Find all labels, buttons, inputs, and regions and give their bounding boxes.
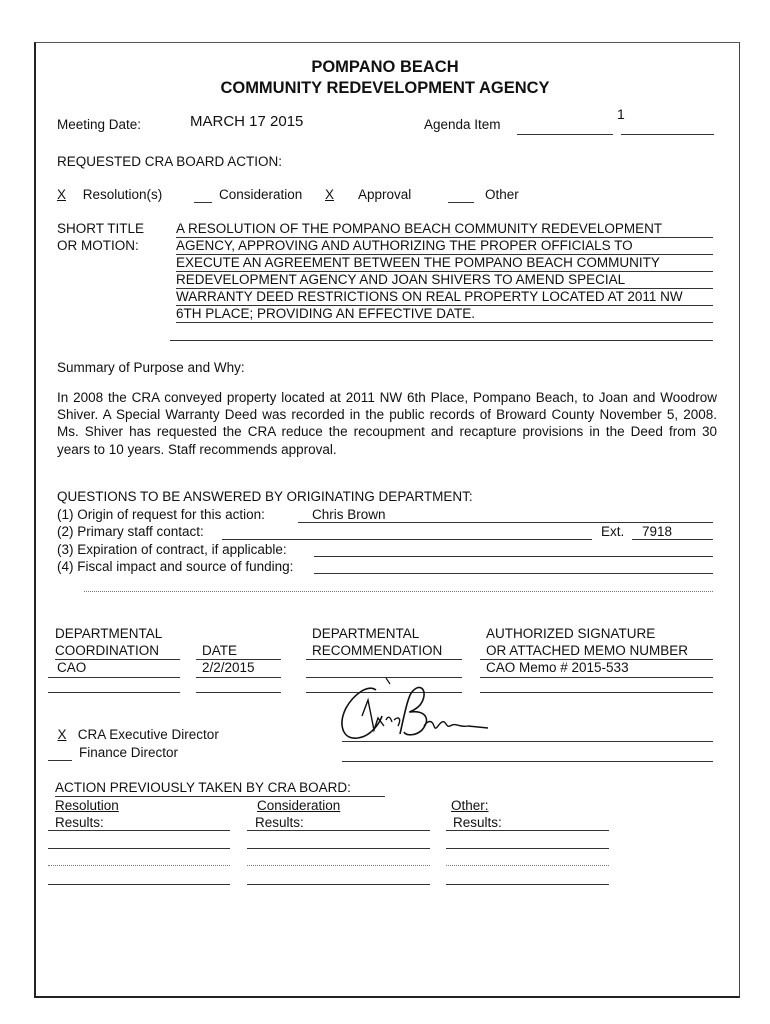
short-title-line-5: WARRANTY DEED RESTRICTIONS ON REAL PROPERTY LOCATED AT 2011 NW xyxy=(176,289,713,306)
prev-con-line-2 xyxy=(247,848,430,849)
coord-col4-heading-1: AUTHORIZED SIGNATURE xyxy=(486,626,656,641)
consideration-blank xyxy=(194,202,212,203)
coord-col3-rule xyxy=(306,659,462,660)
exec-director-mark: X xyxy=(57,727,67,742)
exec-director-label: CRA Executive Director xyxy=(77,727,219,742)
previous-action-rule xyxy=(55,796,385,797)
coord-col2-blank xyxy=(196,692,281,693)
summary-heading: Summary of Purpose and Why: xyxy=(57,360,245,375)
agency-subtitle: COMMUNITY REDEVELOPMENT AGENCY xyxy=(220,79,550,97)
prev-resolution-label: Resolution xyxy=(55,798,119,813)
coord-col1-heading-1: DEPARTMENTAL xyxy=(55,626,163,641)
prev-other-results: Results: xyxy=(453,815,502,830)
meeting-date-value: MARCH 17 2015 xyxy=(190,113,304,130)
approver-exec-director xyxy=(50,727,219,742)
coord-col4-heading-2: OR ATTACHED MEMO NUMBER xyxy=(486,643,689,658)
consideration-label: Consideration xyxy=(219,187,303,202)
action-approval xyxy=(325,187,411,202)
q3-label: (3) Expiration of contract, if applicable: xyxy=(57,542,287,557)
short-title-line-3: EXECUTE AN AGREEMENT BETWEEN THE POMPANO BEACH COMMUNITY xyxy=(176,255,713,272)
coord-col4-value: CAO Memo # 2015-533 xyxy=(486,660,629,675)
short-title-line-6: 6TH PLACE; PROVIDING AN EFFECTIVE DATE. xyxy=(176,306,713,323)
signature-line-2 xyxy=(342,761,713,762)
ext-value: 7918 xyxy=(642,524,673,539)
coord-col2-value: 2/2/2015 xyxy=(202,660,255,675)
finance-director-label: Finance Director xyxy=(79,745,179,760)
questions-heading: QUESTIONS TO BE ANSWERED BY ORIGINATING DEPARTMENT: xyxy=(57,489,473,504)
coord-col4-blank xyxy=(480,692,713,693)
q2-line xyxy=(222,539,592,540)
prev-res-line-2 xyxy=(48,848,230,849)
prev-consideration-results: Results: xyxy=(255,815,304,830)
q4-label: (4) Fiscal impact and source of funding: xyxy=(57,559,294,574)
short-title-extra-line xyxy=(170,340,713,341)
q1-line xyxy=(298,522,713,523)
coord-col1-blank xyxy=(48,692,180,693)
resolution-mark: X xyxy=(57,187,67,202)
prev-consideration-label: Consideration xyxy=(257,798,341,813)
coord-col3-heading-2: RECOMMENDATION xyxy=(312,643,443,658)
finance-director-mark xyxy=(48,760,72,761)
summary-text: In 2008 the CRA conveyed property located at 2011 NW 6th Place, Pompano Beach, to Joan and Woodrow Shiver. A Special Warranty Deed was recorded in the public records of Broward County November 5, 2008. Ms. Shiver has requested the CRA reduce the recoupment and recapture provisions in the Deed from 30 years to 10 years. Staff recommends approval. xyxy=(57,390,717,457)
action-resolution xyxy=(57,187,162,202)
prev-res-line-4 xyxy=(48,884,230,885)
agency-name: POMPANO BEACH xyxy=(311,58,459,76)
questions-dotted-line xyxy=(84,591,713,592)
prev-oth-line-4 xyxy=(446,884,609,885)
ext-label: Ext. xyxy=(601,524,625,539)
agenda-item-value: 1 xyxy=(617,106,625,122)
prev-con-line-1 xyxy=(247,830,430,831)
requested-action-heading: REQUESTED CRA BOARD ACTION: xyxy=(57,154,283,169)
short-title-line-4: REDEVELOPMENT AGENCY AND JOAN SHIVERS TO AMEND SPECIAL xyxy=(176,272,713,289)
other-label: Other xyxy=(485,187,519,202)
coord-col1-heading-2: COORDINATION xyxy=(55,643,159,658)
q4-line xyxy=(314,573,713,574)
signature-line-1 xyxy=(342,741,713,742)
prev-other-label: Other: xyxy=(451,798,489,813)
prev-oth-line-1 xyxy=(446,830,609,831)
short-title-line-1: A RESOLUTION OF THE POMPANO BEACH COMMUNITY REDEVELOPMENT xyxy=(176,221,713,238)
q1-label: (1) Origin of request for this action: xyxy=(57,507,265,522)
resolution-label: Resolution(s) xyxy=(82,187,163,202)
agenda-underline-1 xyxy=(517,134,613,135)
prev-con-line-4 xyxy=(247,884,430,885)
prev-resolution-results: Results: xyxy=(55,815,104,830)
previous-action-heading: ACTION PREVIOUSLY TAKEN BY CRA BOARD: xyxy=(55,780,351,795)
coord-col2-heading: DATE xyxy=(202,643,238,658)
approval-label: Approval xyxy=(358,187,412,202)
meeting-date-label: Meeting Date: xyxy=(57,117,142,132)
coord-col1-value: CAO xyxy=(57,660,87,675)
prev-res-line-3 xyxy=(48,865,230,866)
short-title-label: SHORT TITLE xyxy=(57,221,145,236)
agenda-item-label: Agenda Item xyxy=(424,117,501,132)
q1-value: Chris Brown xyxy=(312,507,386,522)
short-title-line-2: AGENCY, APPROVING AND AUTHORIZING THE PROPER OFFICIALS TO xyxy=(176,238,713,255)
other-blank xyxy=(448,202,474,203)
prev-res-line-1 xyxy=(48,830,230,831)
coord-col1-underline xyxy=(48,677,180,678)
q3-line xyxy=(314,556,713,557)
signature-image xyxy=(328,676,498,748)
approval-mark: X xyxy=(325,187,335,202)
prev-con-line-3 xyxy=(247,865,430,866)
agenda-underline-2 xyxy=(621,134,714,135)
coord-col4-underline xyxy=(480,677,713,678)
or-motion-label: OR MOTION: xyxy=(57,238,139,253)
prev-oth-line-3 xyxy=(446,865,609,866)
ext-line xyxy=(632,539,713,540)
prev-oth-line-2 xyxy=(446,848,609,849)
coord-col2-underline xyxy=(196,677,281,678)
q2-label: (2) Primary staff contact: xyxy=(57,524,204,539)
coord-col3-heading-1: DEPARTMENTAL xyxy=(312,626,420,641)
